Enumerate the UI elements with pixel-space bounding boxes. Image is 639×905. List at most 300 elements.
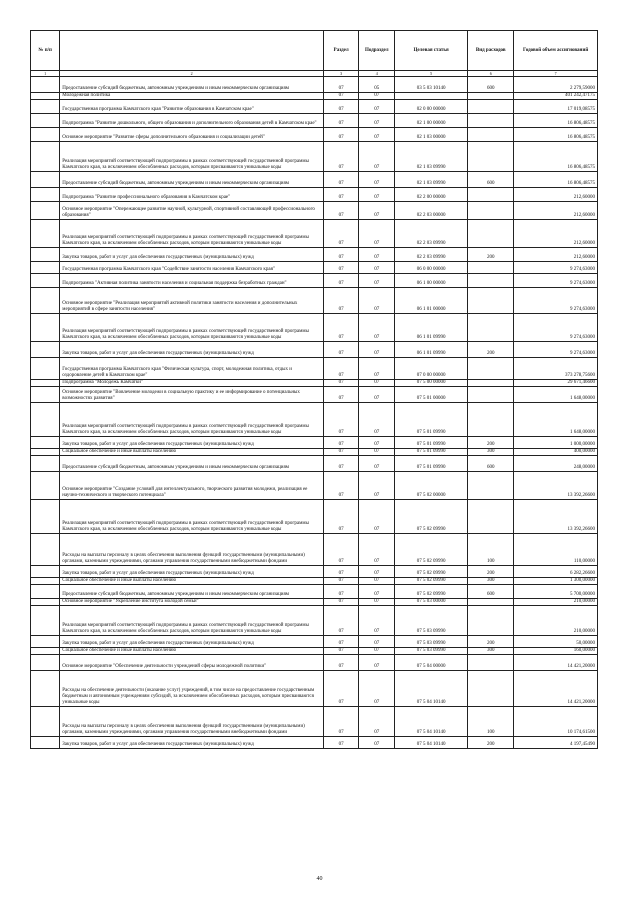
row-name-cell: Закупка товаров, работ и услуг для обеспечения государственных (муниципальных) нужд (60, 437, 324, 449)
row-expense-type-cell: 100 (468, 534, 514, 566)
row-amount-cell: 1 648,00000 (514, 387, 598, 403)
table-row (31, 262, 598, 274)
row-name-cell: Предоставление субсидий бюджетным, автономным учреждениям и иным некоммерческим организациям (60, 585, 324, 599)
row-expense-type-cell (468, 655, 514, 671)
row-target-article-cell: 07 5 01 09990 (395, 456, 468, 472)
row-name-cell: Основное мероприятие "Обеспечение деятельности учреждений сферы молодежной политики" (60, 655, 324, 671)
table-row (31, 380, 598, 387)
row-razdel-cell: 07 (323, 737, 359, 749)
table-row (31, 358, 598, 380)
row-name-cell: Реализация мероприятий соответствующей подпрограммы в рамках соответствующей государственной программы Камчатского края, за исключением обособленных расходов, которым присваиваются уникальные коды (60, 403, 324, 437)
row-amount-cell: 14 421,20000 (514, 671, 598, 707)
row-razdel-cell: 07 (323, 437, 359, 449)
row-number-cell (31, 288, 60, 314)
row-expense-type-cell (468, 202, 514, 220)
row-name-cell: Подпрограмма "Развитие дошкольного, общего образования и дополнительного образования детей в Камчатском крае" (60, 114, 324, 128)
table-row (31, 707, 598, 737)
table-row (31, 599, 598, 606)
row-expense-type-cell: 300 (468, 578, 514, 585)
row-podrazdel-cell: 07 (359, 380, 395, 387)
row-number-cell (31, 636, 60, 648)
row-number-cell (31, 314, 60, 342)
row-number-cell (31, 142, 60, 172)
row-expense-type-cell: 600 (468, 172, 514, 188)
table-row (31, 142, 598, 172)
row-razdel-cell: 07 (323, 403, 359, 437)
row-razdel-cell: 07 (323, 585, 359, 599)
row-amount-cell: 17 019,08575 (514, 100, 598, 114)
table-row (31, 248, 598, 262)
row-target-article-cell: 02 1 03 09990 (395, 172, 468, 188)
row-number-cell (31, 77, 60, 93)
table-row (31, 500, 598, 534)
row-target-article-cell: 07 5 03 09990 (395, 636, 468, 648)
row-amount-cell: 9 274,63000 (514, 342, 598, 358)
row-number-cell (31, 737, 60, 749)
row-name-cell: Социальное обеспечение и иные выплаты населению (60, 449, 324, 456)
row-amount-cell: 212,60000 (514, 248, 598, 262)
row-razdel-cell: 07 (323, 142, 359, 172)
row-amount-cell: 248,00000 (514, 456, 598, 472)
row-name-cell: Молодежная политика (60, 93, 324, 100)
row-razdel-cell: 07 (323, 114, 359, 128)
row-podrazdel-cell: 07 (359, 655, 395, 671)
table-row (31, 172, 598, 188)
row-name-cell: Подпрограмма "Развитие профессионального образования в Камчатском крае" (60, 188, 324, 202)
table-row (31, 114, 598, 128)
row-podrazdel-cell: 07 (359, 599, 395, 606)
row-name-cell: Социальное обеспечение и иные выплаты населению (60, 578, 324, 585)
row-razdel-cell: 07 (323, 100, 359, 114)
row-podrazdel-cell: 07 (359, 220, 395, 248)
row-number-cell (31, 449, 60, 456)
row-target-article-cell: 02 1 03 00000 (395, 128, 468, 142)
row-expense-type-cell: 300 (468, 648, 514, 655)
table-row (31, 274, 598, 288)
row-podrazdel-cell: 07 (359, 387, 395, 403)
row-number-cell (31, 707, 60, 737)
row-expense-type-cell (468, 100, 514, 114)
row-amount-cell: 110,00000 (514, 534, 598, 566)
table-row (31, 77, 598, 93)
row-amount-cell: 16 806,48575 (514, 114, 598, 128)
row-expense-type-cell: 200 (468, 437, 514, 449)
row-expense-type-cell (468, 93, 514, 100)
row-podrazdel-cell: 07 (359, 500, 395, 534)
row-razdel-cell: 07 (323, 671, 359, 707)
row-amount-cell: 2 279,59000 (514, 77, 598, 93)
row-amount-cell: 50,00000 (514, 636, 598, 648)
table-row (31, 655, 598, 671)
row-target-article-cell: 02 2 03 09990 (395, 248, 468, 262)
table-row (31, 671, 598, 707)
row-expense-type-cell (468, 671, 514, 707)
table-row (31, 188, 598, 202)
row-name-cell: Государственная программа Камчатского края "Физическая культура, спорт, молодежная политика, отдых и оздоровление детей в Камчатском крае" (60, 358, 324, 380)
row-amount-cell: 13 392,26600 (514, 500, 598, 534)
row-podrazdel-cell: 07 (359, 202, 395, 220)
table-row (31, 288, 598, 314)
row-podrazdel-cell: 07 (359, 342, 395, 358)
row-target-article-cell: 07 5 04 00000 (395, 655, 468, 671)
row-target-article-cell: 07 5 02 09990 (395, 500, 468, 534)
row-expense-type-cell (468, 387, 514, 403)
row-target-article-cell: 07 5 01 00000 (395, 387, 468, 403)
row-razdel-cell: 07 (323, 387, 359, 403)
table-row (31, 93, 598, 100)
row-amount-cell: 373 278,75600 (514, 358, 598, 380)
row-podrazdel-cell: 07 (359, 114, 395, 128)
row-podrazdel-cell: 07 (359, 585, 395, 599)
table-row (31, 342, 598, 358)
column-index: 4 (359, 71, 395, 77)
table-row (31, 220, 598, 248)
row-number-cell (31, 585, 60, 599)
row-name-cell: Предоставление субсидий бюджетным, автономным учреждениям и иным некоммерческим организациям (60, 77, 324, 93)
row-expense-type-cell: 200 (468, 566, 514, 578)
row-razdel-cell: 07 (323, 358, 359, 380)
row-number-cell (31, 655, 60, 671)
row-razdel-cell: 07 (323, 472, 359, 500)
row-expense-type-cell (468, 142, 514, 172)
row-amount-cell: 210,00000 (514, 599, 598, 606)
row-expense-type-cell (468, 128, 514, 142)
row-number-cell (31, 578, 60, 585)
row-razdel-cell: 07 (323, 578, 359, 585)
row-target-article-cell: 02 1 03 09990 (395, 142, 468, 172)
row-number-cell (31, 387, 60, 403)
row-expense-type-cell: 200 (468, 342, 514, 358)
header-podrazdel: Подраздел (359, 31, 395, 71)
row-razdel-cell: 07 (323, 93, 359, 100)
row-amount-cell: 1 648,00000 (514, 403, 598, 437)
row-number-cell (31, 188, 60, 202)
row-podrazdel-cell: 07 (359, 534, 395, 566)
row-target-article-cell: 02 0 00 00000 (395, 100, 468, 114)
row-target-article-cell: 03 5 03 10140 (395, 77, 468, 93)
column-index: 3 (323, 71, 359, 77)
row-name-cell: Подпрограмма "Активная политика занятости населения и социальная поддержка безработных граждан" (60, 274, 324, 288)
row-expense-type-cell (468, 380, 514, 387)
row-target-article-cell: 07 5 03 00000 (395, 599, 468, 606)
row-target-article-cell: 07 5 03 09990 (395, 648, 468, 655)
row-name-cell: Закупка товаров, работ и услуг для обеспечения государственных (муниципальных) нужд (60, 248, 324, 262)
row-number-cell (31, 437, 60, 449)
row-razdel-cell: 07 (323, 655, 359, 671)
row-expense-type-cell (468, 403, 514, 437)
row-podrazdel-cell: 07 (359, 188, 395, 202)
header-expense-type: Вид расходов (468, 31, 514, 71)
row-razdel-cell: 07 (323, 456, 359, 472)
table-row (31, 128, 598, 142)
row-number-cell (31, 100, 60, 114)
row-target-article-cell: 06 1 01 09990 (395, 314, 468, 342)
row-name-cell: Закупка товаров, работ и услуг для обеспечения государственных (муниципальных) нужд (60, 636, 324, 648)
row-expense-type-cell (468, 274, 514, 288)
row-amount-cell: 29 671,46600 (514, 380, 598, 387)
row-target-article-cell: 06 0 00 00000 (395, 262, 468, 274)
row-number-cell (31, 606, 60, 636)
column-index: 7 (514, 71, 598, 77)
row-amount-cell: 1 300,00000 (514, 578, 598, 585)
row-name-cell: Государственная программа Камчатского края "Развитие образования в Камчатском крае" (60, 100, 324, 114)
row-podrazdel-cell: 07 (359, 671, 395, 707)
row-razdel-cell: 07 (323, 599, 359, 606)
table-row (31, 606, 598, 636)
row-expense-type-cell (468, 188, 514, 202)
row-podrazdel-cell: 05 (359, 77, 395, 93)
row-expense-type-cell: 300 (468, 449, 514, 456)
budget-table (30, 30, 598, 749)
row-amount-cell: 401 242,47175 (514, 93, 598, 100)
row-amount-cell: 16 806,48575 (514, 128, 598, 142)
table-row (31, 578, 598, 585)
row-amount-cell: 9 274,63000 (514, 314, 598, 342)
table-row (31, 472, 598, 500)
row-amount-cell: 13 392,26600 (514, 472, 598, 500)
row-expense-type-cell (468, 472, 514, 500)
row-podrazdel-cell: 07 (359, 648, 395, 655)
table-row (31, 202, 598, 220)
row-name-cell: Основное мероприятие "Опережающее развитие научной, культурной, спортивной составляющей профессионального образования" (60, 202, 324, 220)
row-amount-cell: 160,00000 (514, 648, 598, 655)
row-number-cell (31, 262, 60, 274)
row-razdel-cell: 07 (323, 248, 359, 262)
row-target-article-cell: 06 1 01 00000 (395, 288, 468, 314)
row-name-cell: Основное мероприятие "Создание условий для интеллектуального, творческого развития молодежи, реализация ее научно-технического и творческого потенциала" (60, 472, 324, 500)
row-expense-type-cell (468, 599, 514, 606)
row-amount-cell: 212,60000 (514, 188, 598, 202)
row-podrazdel-cell: 07 (359, 737, 395, 749)
row-podrazdel-cell: 07 (359, 472, 395, 500)
table-body (31, 77, 598, 749)
row-razdel-cell: 07 (323, 500, 359, 534)
row-razdel-cell: 07 (323, 449, 359, 456)
row-number-cell (31, 172, 60, 188)
row-expense-type-cell: 600 (468, 585, 514, 599)
row-target-article-cell: 07 5 04 10140 (395, 707, 468, 737)
row-amount-cell: 9 274,63000 (514, 274, 598, 288)
row-podrazdel-cell: 07 (359, 274, 395, 288)
row-target-article-cell: 07 5 02 09990 (395, 578, 468, 585)
row-target-article-cell: 06 1 01 09990 (395, 342, 468, 358)
row-expense-type-cell (468, 262, 514, 274)
row-expense-type-cell (468, 114, 514, 128)
row-target-article-cell: 02 2 03 09990 (395, 220, 468, 248)
row-target-article-cell: 07 5 00 00000 (395, 380, 468, 387)
row-name-cell: Социальное обеспечение и иные выплаты населению (60, 648, 324, 655)
row-razdel-cell: 07 (323, 188, 359, 202)
row-expense-type-cell: 200 (468, 737, 514, 749)
row-amount-cell: 4 197,45490 (514, 737, 598, 749)
row-name-cell: Основное мероприятие "Развитие сферы дополнительного образования и социализации детей" (60, 128, 324, 142)
column-index: 6 (468, 71, 514, 77)
column-index: 1 (31, 71, 60, 77)
row-amount-cell: 9 274,63000 (514, 262, 598, 274)
row-name-cell: Расходы на выплаты персоналу в целях обеспечения выполнения функций государственными (муниципальными) органами, казенными учреждениями, органами управления государственными внебюджетными фондами (60, 707, 324, 737)
table-row (31, 449, 598, 456)
table-row (31, 314, 598, 342)
table-row (31, 437, 598, 449)
row-target-article-cell: 07 5 01 09990 (395, 449, 468, 456)
row-podrazdel-cell: 07 (359, 566, 395, 578)
row-podrazdel-cell: 07 (359, 636, 395, 648)
column-index: 2 (60, 71, 324, 77)
row-razdel-cell: 07 (323, 380, 359, 387)
row-name-cell: Реализация мероприятий соответствующей подпрограммы в рамках соответствующей государственной программы Камчатского края, за исключением обособленных расходов, которым присваиваются уникальные коды (60, 606, 324, 636)
row-number-cell (31, 358, 60, 380)
table-row (31, 387, 598, 403)
row-expense-type-cell (468, 314, 514, 342)
row-number-cell (31, 403, 60, 437)
row-amount-cell: 212,60000 (514, 202, 598, 220)
row-podrazdel-cell: 07 (359, 449, 395, 456)
row-razdel-cell: 07 (323, 606, 359, 636)
row-name-cell: Закупка товаров, работ и услуг для обеспечения государственных (муниципальных) нужд (60, 566, 324, 578)
row-name-cell: Реализация мероприятий соответствующей подпрограммы в рамках соответствующей государственной программы Камчатского края, за исключением обособленных расходов, которым присваиваются уникальные коды (60, 500, 324, 534)
row-number-cell (31, 202, 60, 220)
row-razdel-cell: 07 (323, 566, 359, 578)
row-podrazdel-cell: 07 (359, 707, 395, 737)
header-annual-amount: Годовой объем ассигнований (514, 31, 598, 71)
row-name-cell: Реализация мероприятий соответствующей подпрограммы в рамках соответствующей государственной программы Камчатского края, за исключением обособленных расходов, которым присваиваются уникальные коды (60, 220, 324, 248)
row-podrazdel-cell: 07 (359, 262, 395, 274)
row-target-article-cell: 07 0 00 00000 (395, 358, 468, 380)
row-expense-type-cell (468, 500, 514, 534)
row-amount-cell: 9 274,63000 (514, 288, 598, 314)
row-amount-cell: 212,60000 (514, 220, 598, 248)
row-target-article-cell: 07 5 04 10140 (395, 737, 468, 749)
row-expense-type-cell (468, 606, 514, 636)
row-amount-cell: 5 700,00000 (514, 585, 598, 599)
table-row (31, 534, 598, 566)
column-index: 5 (395, 71, 468, 77)
row-name-cell: Закупка товаров, работ и услуг для обеспечения государственных (муниципальных) нужд (60, 737, 324, 749)
row-podrazdel-cell: 07 (359, 358, 395, 380)
row-target-article-cell: 06 1 00 00000 (395, 274, 468, 288)
table-row (31, 737, 598, 749)
row-target-article-cell: 02 1 00 00000 (395, 114, 468, 128)
table-row (31, 585, 598, 599)
page-number: 40 (316, 876, 323, 882)
row-target-article-cell: 02 2 03 00000 (395, 202, 468, 220)
row-podrazdel-cell: 07 (359, 578, 395, 585)
header-name (60, 31, 324, 71)
row-razdel-cell: 07 (323, 342, 359, 358)
row-target-article-cell: 07 5 04 10140 (395, 671, 468, 707)
row-number-cell (31, 220, 60, 248)
table-row (31, 648, 598, 655)
row-razdel-cell: 07 (323, 128, 359, 142)
row-target-article-cell: 07 5 03 09990 (395, 606, 468, 636)
row-expense-type-cell (468, 288, 514, 314)
row-amount-cell: 16 806,48575 (514, 172, 598, 188)
row-amount-cell: 10 174,61500 (514, 707, 598, 737)
row-expense-type-cell (468, 220, 514, 248)
row-number-cell (31, 274, 60, 288)
row-number-cell (31, 114, 60, 128)
row-name-cell: Предоставление субсидий бюджетным, автономным учреждениям и иным некоммерческим организациям (60, 456, 324, 472)
row-amount-cell: 14 421,20000 (514, 655, 598, 671)
row-name-cell: Расходы на обеспечение деятельности (оказание услуг) учреждений, в том числе на предоставление государственным бюджетным и автономным учреждениям субсидий, за исключением обособленных расходов, которым присваиваются уникальные коды (60, 671, 324, 707)
row-name-cell: Закупка товаров, работ и услуг для обеспечения государственных (муниципальных) нужд (60, 342, 324, 358)
row-number-cell (31, 380, 60, 387)
row-target-article-cell: 07 5 02 09990 (395, 585, 468, 599)
row-razdel-cell: 07 (323, 172, 359, 188)
row-razdel-cell: 07 (323, 202, 359, 220)
row-razdel-cell: 07 (323, 262, 359, 274)
table-row (31, 100, 598, 114)
row-number-cell (31, 599, 60, 606)
row-target-article-cell: 07 5 02 00000 (395, 472, 468, 500)
row-number-cell (31, 648, 60, 655)
row-target-article-cell (395, 93, 468, 100)
row-expense-type-cell: 200 (468, 636, 514, 648)
row-name-cell: Подпрограмма "Молодежь Камчатки" (60, 380, 324, 387)
row-expense-type-cell: 100 (468, 707, 514, 737)
row-podrazdel-cell: 07 (359, 606, 395, 636)
row-name-cell: Основное мероприятие "Укрепление института молодой семьи" (60, 599, 324, 606)
row-name-cell: Предоставление субсидий бюджетным, автономным учреждениям и иным некоммерческим организациям (60, 172, 324, 188)
row-podrazdel-cell: 07 (359, 437, 395, 449)
row-number-cell (31, 342, 60, 358)
row-target-article-cell: 07 5 02 09990 (395, 566, 468, 578)
row-number-cell (31, 472, 60, 500)
row-number-cell (31, 456, 60, 472)
row-target-article-cell: 07 5 02 09990 (395, 534, 468, 566)
table-row (31, 456, 598, 472)
row-razdel-cell: 07 (323, 707, 359, 737)
row-podrazdel-cell: 07 (359, 142, 395, 172)
row-target-article-cell: 02 2 00 00000 (395, 188, 468, 202)
row-name-cell: Расходы на выплаты персоналу в целях обеспечения выполнения функций государственными (муниципальными) органами, казенными учреждениями, органами управления государственными внебюджетными фондами (60, 534, 324, 566)
row-number-cell (31, 93, 60, 100)
row-target-article-cell: 07 5 01 09990 (395, 437, 468, 449)
row-razdel-cell: 07 (323, 77, 359, 93)
row-name-cell: Государственная программа Камчатского края "Содействие занятости населения Камчатского края" (60, 262, 324, 274)
row-expense-type-cell: 200 (468, 248, 514, 262)
row-amount-cell: 6 282,26600 (514, 566, 598, 578)
row-number-cell (31, 566, 60, 578)
row-expense-type-cell: 600 (468, 77, 514, 93)
row-amount-cell: 1 000,00000 (514, 437, 598, 449)
table-row (31, 636, 598, 648)
header-target-article: Целевая статья (395, 31, 468, 71)
row-amount-cell: 400,00000 (514, 449, 598, 456)
header-number: № п/п (31, 31, 60, 71)
header-razdel: Раздел (323, 31, 359, 71)
row-name-cell: Реализация мероприятий соответствующей подпрограммы в рамках соответствующей государственной программы Камчатского края, за исключением обособленных расходов, которым присваиваются уникальные коды (60, 142, 324, 172)
row-razdel-cell: 07 (323, 288, 359, 314)
row-razdel-cell: 07 (323, 314, 359, 342)
row-podrazdel-cell: 07 (359, 100, 395, 114)
row-razdel-cell: 07 (323, 274, 359, 288)
row-name-cell: Основное мероприятие "Вовлечение молодежи в социальную практику и ее информирование о потенциальных возможностях развития" (60, 387, 324, 403)
table-row (31, 566, 598, 578)
row-podrazdel-cell: 07 (359, 456, 395, 472)
row-podrazdel-cell: 07 (359, 314, 395, 342)
row-name-cell: Реализация мероприятий соответствующей подпрограммы в рамках соответствующей государственной программы Камчатского края, за исключением обособленных расходов, которым присваиваются уникальные коды (60, 314, 324, 342)
table-header-row (31, 31, 598, 71)
row-name-cell: Основное мероприятие "Реализация мероприятий активной политики занятости населения и дополнительных мероприятий в сфере занятости населения" (60, 288, 324, 314)
row-amount-cell: 210,00000 (514, 606, 598, 636)
row-podrazdel-cell: 07 (359, 403, 395, 437)
row-number-cell (31, 500, 60, 534)
row-razdel-cell: 07 (323, 220, 359, 248)
row-amount-cell: 16 806,48575 (514, 142, 598, 172)
row-razdel-cell: 07 (323, 534, 359, 566)
row-target-article-cell: 07 5 01 09990 (395, 403, 468, 437)
